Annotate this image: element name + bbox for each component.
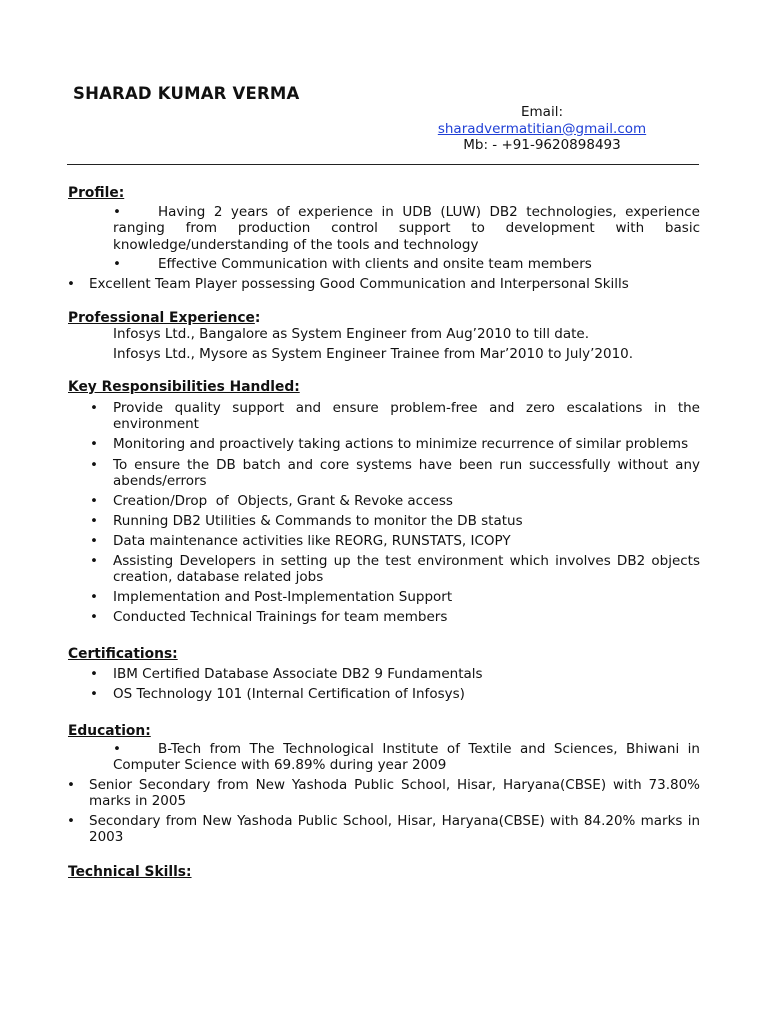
responsibility-item: • Implementation and Post-Implementation Support bbox=[90, 589, 453, 605]
email-label: Email: bbox=[520, 104, 563, 120]
bullet-icon: • bbox=[90, 686, 98, 702]
experience-line: Infosys Ltd., Mysore as System Engineer Trainee from Mar’2010 to July’2010. bbox=[113, 346, 634, 362]
profile-item: • Excellent Team Player possessing Good Communication and Interpersonal Skills bbox=[67, 276, 629, 292]
education-item: • Secondary from New Yashoda Public School, Hisar, Haryana(CBSE) with 84.20% marks in 2003 bbox=[67, 813, 700, 846]
bullet-icon: • bbox=[90, 666, 98, 682]
responsibility-item: • Assisting Developers in setting up the test environment which involves DB2 objects creation, database related jobs bbox=[90, 553, 700, 586]
responsibility-item: • To ensure the DB batch and core systems have been run successfully without any abends/errors bbox=[90, 457, 700, 490]
responsibility-item: • Monitoring and proactively taking actions to minimize recurrence of similar problems bbox=[90, 436, 689, 452]
technical-skills-heading: Technical Skills: bbox=[68, 864, 192, 880]
bullet-icon: • bbox=[113, 256, 121, 272]
responsibility-item: • Conducted Technical Trainings for team members bbox=[90, 609, 448, 625]
responsibility-item: • Creation/Drop of Objects, Grant & Revoke access bbox=[90, 493, 453, 509]
bullet-icon: • bbox=[90, 609, 98, 625]
responsibility-item: • Running DB2 Utilities & Commands to monitor the DB status bbox=[90, 513, 523, 529]
profile-item: • Having 2 years of experience in UDB (LUW) DB2 technologies, experience ranging from production control support to development with basic knowledge/understanding of the tools and technology bbox=[113, 204, 700, 253]
experience-line: Infosys Ltd., Bangalore as System Engineer from Aug’2010 to till date. bbox=[113, 326, 590, 342]
email-link[interactable]: sharadvermatitian@gmail.com bbox=[437, 120, 647, 137]
profile-heading: Profile: bbox=[68, 185, 125, 201]
education-item: • Senior Secondary from New Yashoda Public School, Hisar, Haryana(CBSE) with 73.80% marks in 2005 bbox=[67, 777, 700, 810]
bullet-icon: • bbox=[90, 457, 98, 473]
certification-item: • IBM Certified Database Associate DB2 9 Fundamentals bbox=[90, 666, 483, 682]
responsibility-item: • Data maintenance activities like REORG, RUNSTATS, ICOPY bbox=[90, 533, 511, 549]
bullet-icon: • bbox=[67, 276, 75, 292]
education-item: • B-Tech from The Technological Institute of Textile and Sciences, Bhiwani in Computer Science with 69.89% during year 2009 bbox=[113, 741, 700, 774]
bullet-icon: • bbox=[67, 777, 75, 793]
profile-item: • Effective Communication with clients and onsite team members bbox=[113, 256, 592, 272]
bullet-icon: • bbox=[90, 553, 98, 569]
bullet-icon: • bbox=[90, 513, 98, 529]
experience-heading: Professional Experience: bbox=[68, 310, 261, 326]
education-heading: Education: bbox=[68, 723, 151, 739]
certifications-heading: Certifications: bbox=[68, 646, 178, 662]
certification-item: • OS Technology 101 (Internal Certification of Infosys) bbox=[90, 686, 465, 702]
bullet-icon: • bbox=[67, 813, 75, 829]
bullet-icon: • bbox=[113, 741, 121, 757]
bullet-icon: • bbox=[90, 533, 98, 549]
bullet-icon: • bbox=[90, 400, 98, 416]
responsibility-item: • Provide quality support and ensure problem-free and zero escalations in the environment bbox=[90, 400, 700, 433]
bullet-icon: • bbox=[90, 436, 98, 452]
candidate-name: SHARAD KUMAR VERMA bbox=[73, 84, 300, 103]
bullet-icon: • bbox=[113, 204, 121, 220]
responsibilities-heading: Key Responsibilities Handled: bbox=[68, 379, 300, 395]
bullet-icon: • bbox=[90, 493, 98, 509]
header-divider bbox=[67, 164, 699, 165]
bullet-icon: • bbox=[90, 589, 98, 605]
mobile-number: Mb: - +91-9620898493 bbox=[463, 137, 621, 153]
contact-block bbox=[400, 104, 684, 154]
